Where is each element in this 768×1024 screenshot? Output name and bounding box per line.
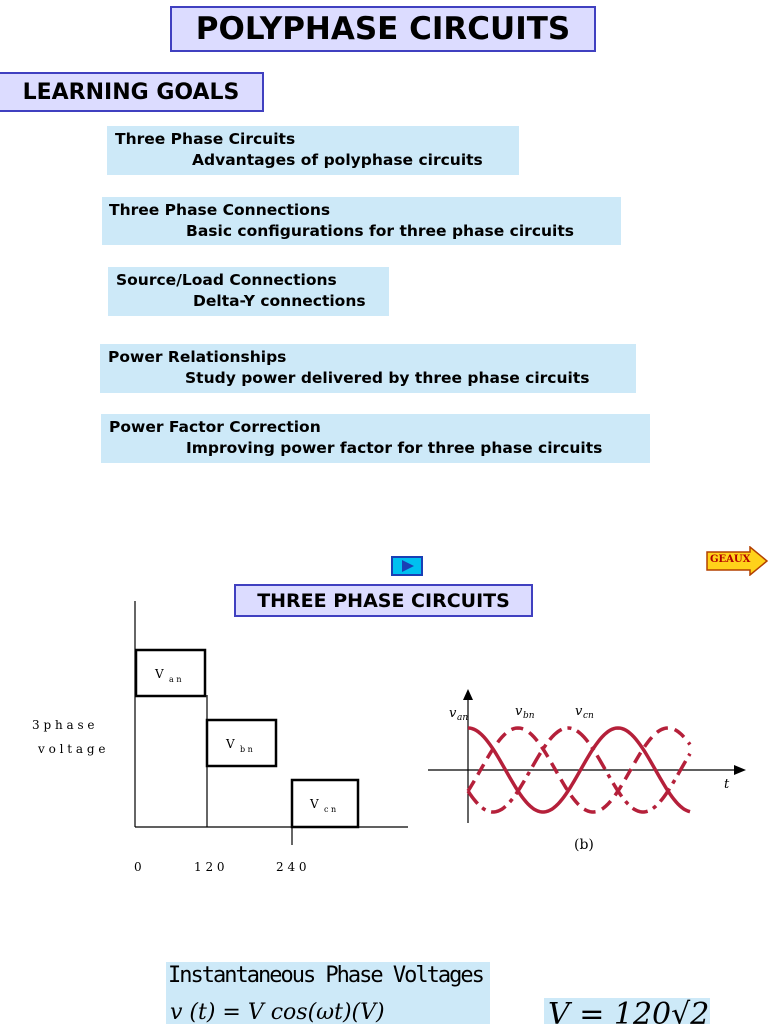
phase-box-b-sub: b n [240,745,253,754]
wave-label-an: v [449,706,457,721]
ylabel-line1: 3 p h a s e [32,718,95,732]
formula-title: Instantaneous Phase Voltages [168,963,483,988]
goal-title: Three Phase Circuits [115,130,296,148]
goal-item [100,344,636,393]
wave-label-cn: v [575,704,583,719]
tick-label-240: 2 4 0 [276,860,307,874]
wave-label-bn-sub: bn [523,711,535,721]
goal-item [101,414,650,463]
formula-panel [166,962,490,1024]
phase-box-a [136,650,205,696]
goal-item [108,267,389,316]
vm-equation: V = 120√2 [548,998,710,1024]
three-phase-waveform [420,685,760,860]
vm-equation-panel [544,998,710,1024]
section-heading-three-phase: THREE PHASE CIRCUITS [234,584,533,617]
tick-label-120: 1 2 0 [194,860,225,874]
phase-box-c-label: V [310,797,319,811]
wave-label-an-sub: an [457,713,469,723]
x-axis-arrowhead [734,765,746,775]
goal-description: Study power delivered by three phase circuits [185,369,590,387]
goal-item [102,197,621,245]
y-axis-arrowhead [463,689,473,700]
goal-description: Advantages of polyphase circuits [192,151,483,169]
goal-title: Power Factor Correction [109,418,321,436]
tick-label-0: 0 [134,860,142,874]
goal-item [107,126,519,175]
figure-caption: (b) [574,837,594,853]
ylabel-line2: v o l t a g e [38,742,106,756]
page-title: POLYPHASE CIRCUITS [170,6,596,52]
phase-timing-diagram [0,595,420,885]
goal-title: Source/Load Connections [116,271,337,289]
phase-box-c [292,780,358,827]
phase-box-a-sub: a n [169,675,182,684]
wave-label-bn: v [515,704,523,719]
play-triangle-icon [393,558,421,574]
phase-voltage-equation: v (t) = V cos(ωt)(V) [170,1000,385,1024]
phase-box-b-label: V [226,737,235,751]
phase-box-a-label: V [155,667,164,681]
phase-box-b [207,720,276,766]
goal-title: Power Relationships [108,348,287,366]
ylabel [32,718,106,756]
play-button[interactable] [391,556,423,576]
section-heading-learning-goals: LEARNING GOALS [0,72,264,112]
time-axis-label: t [724,777,730,792]
goal-description: Basic configurations for three phase circuits [186,222,574,240]
geaux-button[interactable] [706,546,768,576]
phase-box-c-sub: c n [324,805,337,814]
goal-description: Delta-Y connections [193,292,366,310]
geaux-label: GEAUX [710,554,751,565]
goal-description: Improving power factor for three phase circuits [186,439,603,457]
goal-title: Three Phase Connections [109,201,331,219]
wave-label-cn-sub: cn [583,711,594,721]
